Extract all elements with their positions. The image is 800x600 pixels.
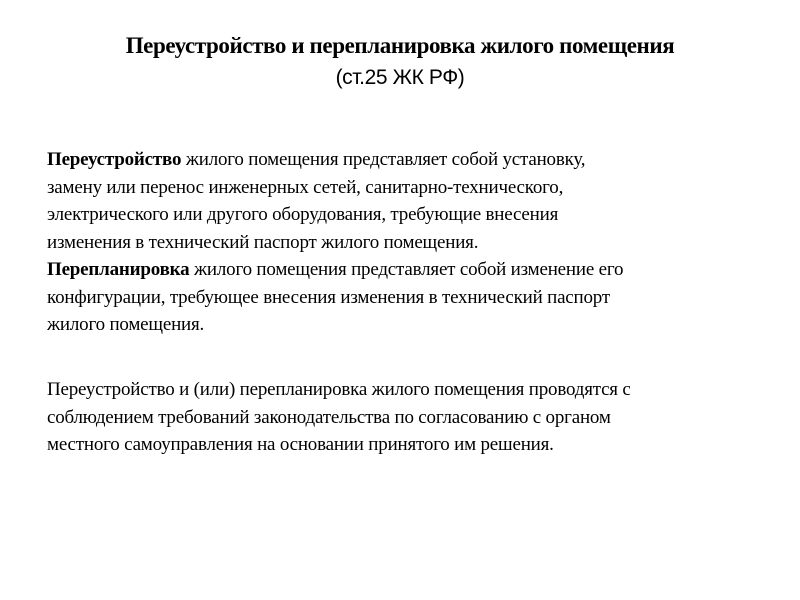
term-bold: Переустройство xyxy=(47,149,182,170)
slide-title xyxy=(0,30,800,94)
line-text: жилого помещения представляет собой установку, xyxy=(181,149,586,170)
title-main: Переустройство и перепланировка жилого помещения xyxy=(125,33,675,58)
paragraph-line: местного самоуправления на основании принятого им решения. xyxy=(47,434,554,455)
paragraph-pereplanirovka xyxy=(47,256,623,339)
paragraph-line: изменения в технический паспорт жилого помещения. xyxy=(47,231,479,253)
paragraph-line xyxy=(47,146,585,174)
term-bold: Перепланировка xyxy=(47,259,190,280)
paragraph-procedure xyxy=(47,376,631,459)
paragraph-line: замену или перенос инженерных сетей, санитарно-технического, xyxy=(47,176,564,198)
paragraph-line: электрического или другого оборудования, требующие внесения xyxy=(47,204,559,225)
paragraph-pereustroystvo xyxy=(47,146,585,256)
title-reference: (ст.25 ЖК РФ) xyxy=(335,66,465,89)
paragraph-line: конфигурации, требующее внесения изменения в технический паспорт xyxy=(47,286,610,308)
paragraph-line: соблюдением требований законодательства по согласованию с органом xyxy=(47,406,611,428)
paragraph-line xyxy=(47,256,623,284)
paragraph-line: Переустройство и (или) перепланировка жилого помещения проводятся с xyxy=(47,379,631,400)
paragraph-line: жилого помещения. xyxy=(47,314,205,335)
line-text: жилого помещения представляет собой изменение его xyxy=(189,259,624,280)
